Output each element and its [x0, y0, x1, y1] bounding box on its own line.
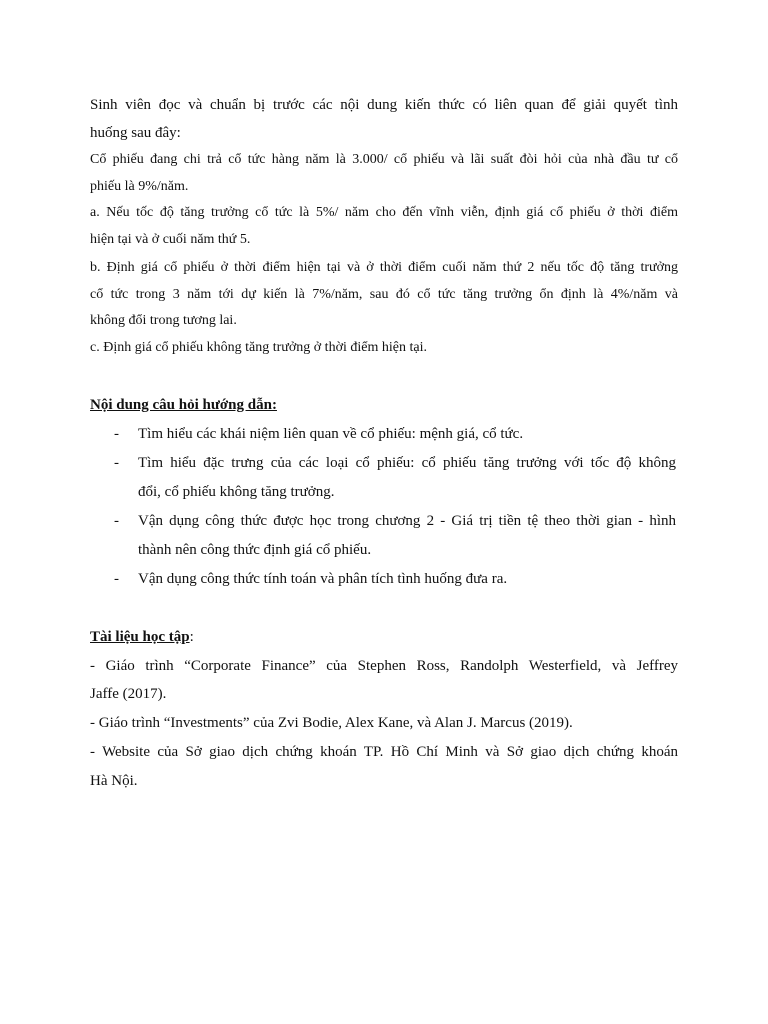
- guide-item: Vận dụng công thức tính toán và phân tích tình huống đưa ra.: [138, 571, 508, 587]
- guide-heading: Nội dung câu hỏi hướng dẫn:: [90, 397, 277, 413]
- guide-item-continuation: thành nên công thức định giá cổ phiếu.: [138, 542, 372, 558]
- question-a-line: a. Nếu tốc độ tăng trưởng cổ tức là 5%/ năm cho đến vĩnh viễn, định giá cổ phiếu ở thời điểm: [90, 205, 678, 220]
- guide-item-continuation: đổi, cổ phiếu không tăng trưởng.: [138, 484, 335, 500]
- materials-heading: Tài liệu học tập: [90, 629, 190, 645]
- guide-item: Tìm hiểu các khái niệm liên quan về cổ phiếu: mệnh giá, cổ tức.: [138, 426, 524, 442]
- intro-line: Sinh viên đọc và chuẩn bị trước các nội dung kiến thức có liên quan để giải quyết tình: [90, 97, 678, 113]
- question-b-line: cổ tức trong 3 năm tới dự kiến là 7%/năm, sau đó cổ tức tăng trưởng ổn định là 4%/năm và: [90, 287, 678, 302]
- reference-line: - Giáo trình “Investments” của Zvi Bodie, Alex Kane, và Alan J. Marcus (2019).: [90, 715, 573, 731]
- materials-heading-row: [90, 627, 194, 647]
- reference-line: - Website của Sở giao dịch chứng khoán TP. Hồ Chí Minh và Sở giao dịch chứng khoán: [90, 744, 678, 760]
- bullet-dash: -: [114, 571, 119, 587]
- bullet-dash: -: [114, 513, 119, 529]
- question-b-line: không đổi trong tương lai.: [90, 313, 237, 328]
- problem-line: Cổ phiếu đang chi trả cổ tức hàng năm là 3.000/ cổ phiếu và lãi suất đòi hỏi của nhà đầu tư cổ: [90, 152, 678, 167]
- guide-item: Vận dụng công thức được học trong chương 2 - Giá trị tiền tệ theo thời gian - hình: [138, 513, 676, 529]
- guide-item: Tìm hiểu đặc trưng của các loại cổ phiếu: cổ phiếu tăng trưởng với tốc độ không: [138, 455, 676, 471]
- bullet-dash: -: [114, 426, 119, 442]
- question-c-line: c. Định giá cổ phiếu không tăng trưởng ở thời điểm hiện tại.: [90, 340, 427, 355]
- materials-heading-colon: :: [189, 629, 194, 645]
- reference-line: Hà Nội.: [90, 773, 138, 789]
- bullet-dash: -: [114, 455, 119, 471]
- reference-line: Jaffe (2017).: [90, 686, 167, 702]
- question-b-line: b. Định giá cổ phiếu ở thời điểm hiện tại và ở thời điểm cuối năm thứ 2 nếu tốc độ tăng trưởng: [90, 260, 678, 275]
- reference-line: - Giáo trình “Corporate Finance” của Stephen Ross, Randolph Westerfield, và Jeffrey: [90, 658, 678, 674]
- problem-line: phiếu là 9%/năm.: [90, 179, 189, 194]
- question-a-line: hiện tại và ở cuối năm thứ 5.: [90, 232, 251, 247]
- intro-line: huống sau đây:: [90, 125, 181, 141]
